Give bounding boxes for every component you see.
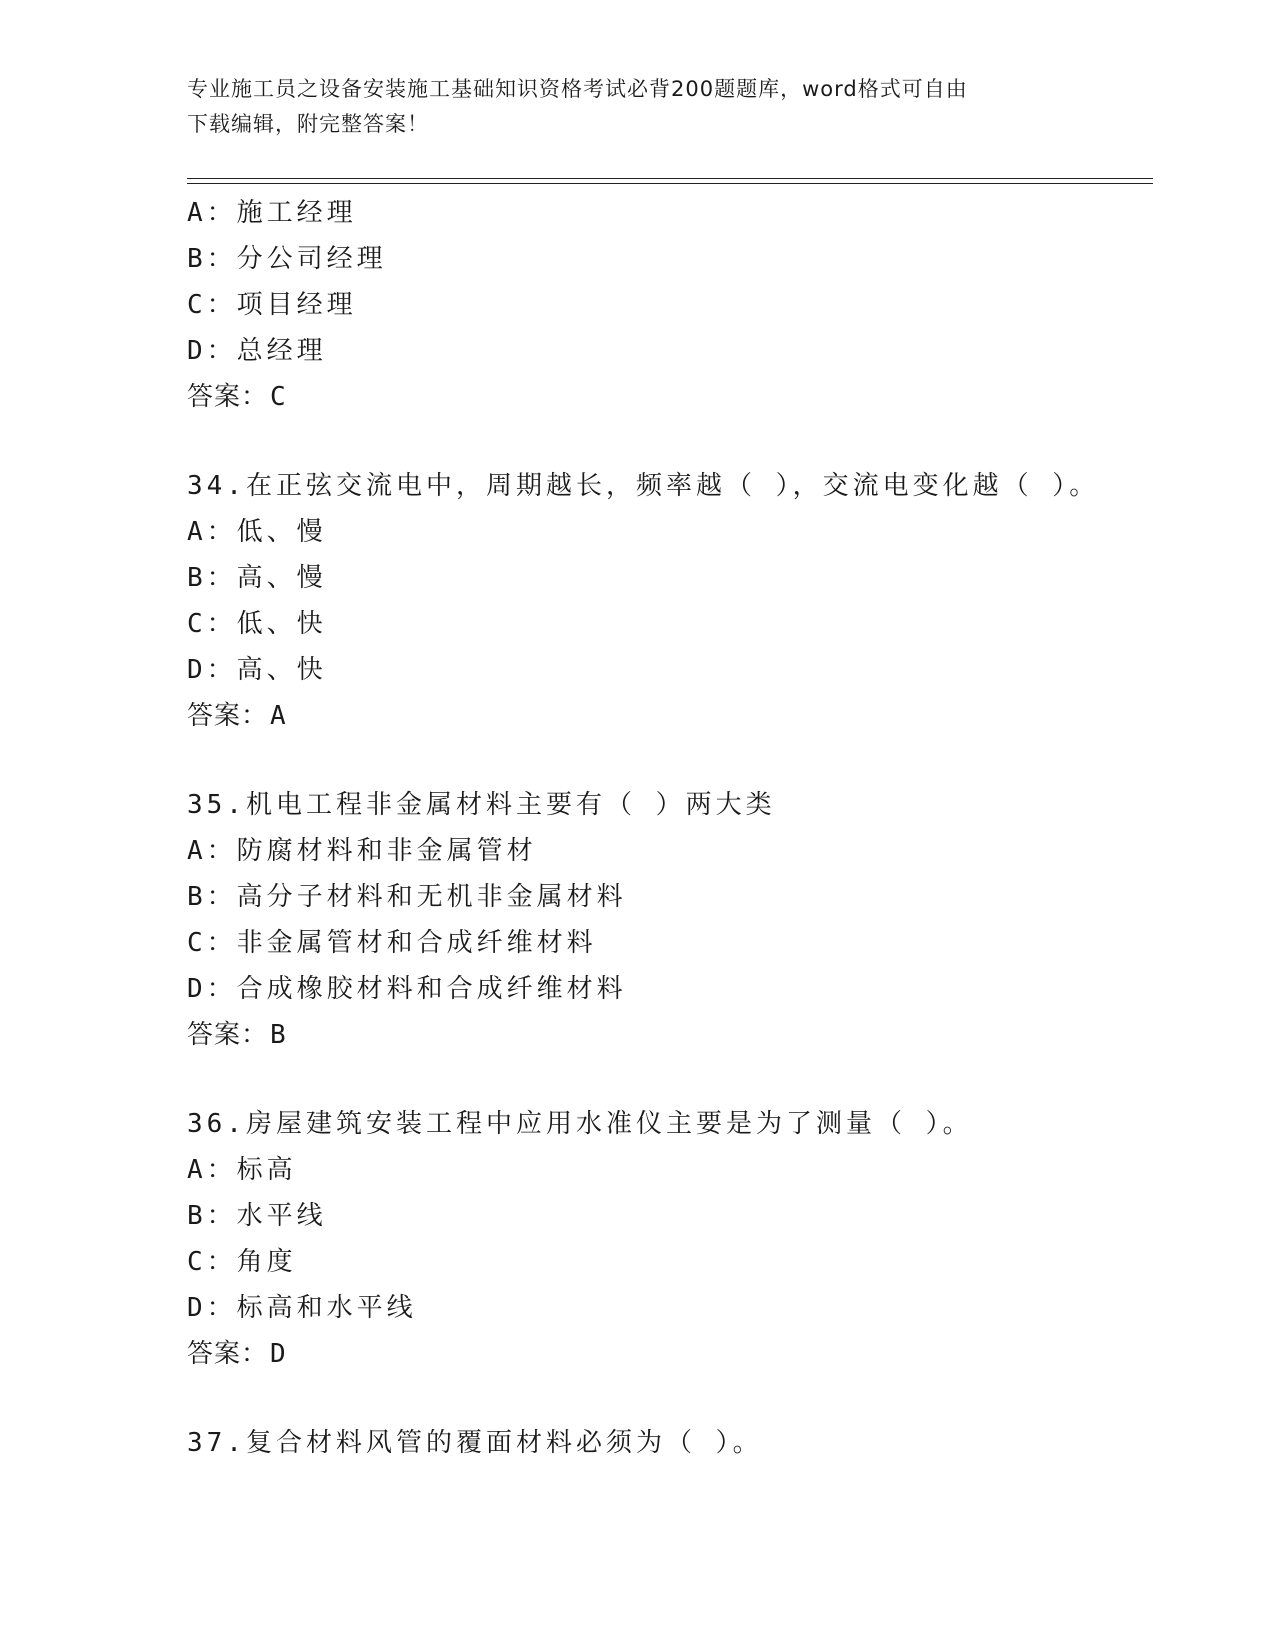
question-block-35 xyxy=(187,782,1153,1058)
answer-line xyxy=(187,374,1153,420)
answer-label: 答案： xyxy=(187,1339,269,1369)
question-list xyxy=(187,190,1153,1466)
option-d: D：合成橡胶材料和合成纤维材料 xyxy=(187,974,627,1004)
answer-line xyxy=(187,1012,1153,1058)
option-b: B：高分子材料和无机非金属材料 xyxy=(187,882,627,912)
answer-label: 答案： xyxy=(187,1020,269,1050)
option-a: A：标高 xyxy=(187,1155,297,1185)
option-d: D：总经理 xyxy=(187,336,327,366)
header-title-line-2: 下载编辑，附完整答案！ xyxy=(187,112,429,136)
answer-line xyxy=(187,1331,1153,1377)
question-block-37 xyxy=(187,1420,1153,1466)
answer-value: B xyxy=(270,1020,287,1050)
question-stem: 35.机电工程非金属材料主要有（ ）两大类 xyxy=(187,790,776,820)
option-d: D：高、快 xyxy=(187,655,327,685)
answer-value: C xyxy=(270,382,287,412)
option-a: A：施工经理 xyxy=(187,198,357,228)
option-b: B：分公司经理 xyxy=(187,244,387,274)
option-c: C：角度 xyxy=(187,1247,297,1277)
question-block-34 xyxy=(187,463,1153,739)
answer-value: A xyxy=(270,701,287,731)
option-a: A：低、慢 xyxy=(187,517,327,547)
option-c: C：非金属管材和合成纤维材料 xyxy=(187,928,597,958)
answer-value: D xyxy=(270,1339,287,1369)
header-divider-top xyxy=(187,178,1153,179)
option-c: C：项目经理 xyxy=(187,290,357,320)
question-stem: 36.房屋建筑安装工程中应用水准仪主要是为了测量（ ）。 xyxy=(187,1109,973,1139)
header-title-line-1: 专业施工员之设备安装施工基础知识资格考试必背200题题库，word格式可自由 xyxy=(187,77,968,101)
option-a: A：防腐材料和非金属管材 xyxy=(187,836,537,866)
document-header xyxy=(187,72,1087,142)
question-stem: 34.在正弦交流电中，周期越长，频率越（ ），交流电变化越（ ）。 xyxy=(187,471,1100,501)
option-d: D：标高和水平线 xyxy=(187,1293,417,1323)
answer-label: 答案： xyxy=(187,701,269,731)
answer-line xyxy=(187,693,1153,739)
answer-label: 答案： xyxy=(187,382,269,412)
option-b: B：高、慢 xyxy=(187,563,327,593)
option-b: B：水平线 xyxy=(187,1201,327,1231)
question-block-33 xyxy=(187,190,1153,420)
header-divider-bottom xyxy=(187,183,1153,184)
option-c: C：低、快 xyxy=(187,609,327,639)
question-stem: 37.复合材料风管的覆面材料必须为（ ）。 xyxy=(187,1428,763,1458)
question-block-36 xyxy=(187,1101,1153,1377)
